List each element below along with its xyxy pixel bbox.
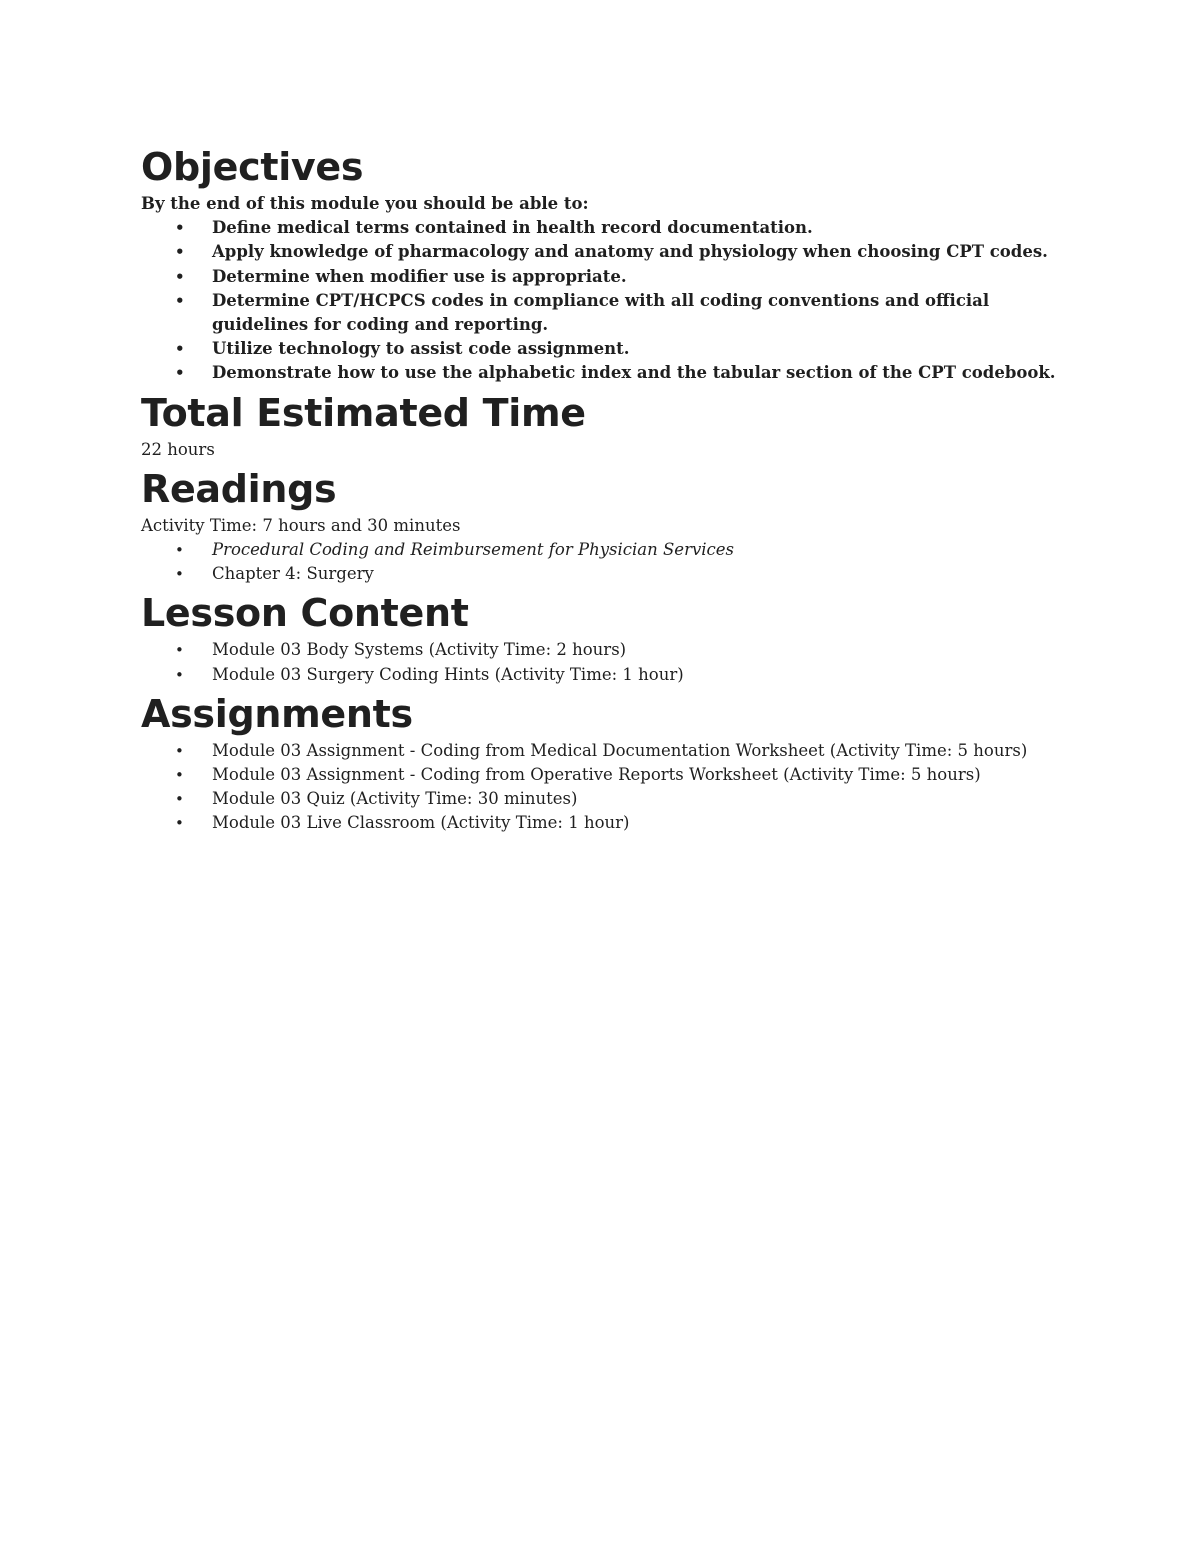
bullet-icon: •: [175, 741, 184, 760]
bullet-icon: •: [175, 541, 184, 560]
list-item: • Demonstrate how to use the alphabetic index and the tabular section of the CPT codebook.: [212, 361, 1061, 385]
objectives-list: [141, 216, 1061, 385]
lesson-content-list: [141, 638, 1061, 686]
list-item: • Module 03 Assignment - Coding from Operative Reports Worksheet (Activity Time: 5 hours): [212, 763, 1061, 787]
bullet-icon: •: [175, 219, 185, 238]
list-item: • Utilize technology to assist code assignment.: [212, 337, 1061, 361]
bullet-icon: •: [175, 665, 184, 684]
bullet-icon: •: [175, 565, 184, 584]
lesson-content-heading: Lesson Content: [141, 591, 469, 636]
list-item: • Module 03 Surgery Coding Hints (Activity Time: 1 hour): [212, 663, 1061, 687]
objectives-intro: By the end of this module you should be able to:: [141, 194, 589, 213]
list-item: • Determine CPT/HCPCS codes in compliance with all coding conventions and official guidelines for coding and reporting.: [175, 290, 990, 335]
bullet-icon: •: [175, 291, 185, 310]
list-item: • Define medical terms contained in health record documentation.: [212, 216, 1061, 240]
list-item: • Module 03 Assignment - Coding from Medical Documentation Worksheet (Activity Time: 5 hours): [212, 739, 1061, 763]
readings-activity-time: Activity Time: 7 hours and 30 minutes: [141, 515, 461, 535]
document-page: [141, 140, 1061, 836]
list-item: • Module 03 Live Classroom (Activity Time: 1 hour): [212, 811, 1061, 835]
bullet-icon: •: [175, 243, 185, 262]
list-item: • Module 03 Body Systems (Activity Time: 2 hours): [212, 638, 1061, 662]
total-time-heading: Total Estimated Time: [141, 390, 586, 435]
list-item: • Apply knowledge of pharmacology and anatomy and physiology when choosing CPT codes.: [212, 240, 1061, 264]
bullet-icon: •: [175, 766, 184, 785]
list-item: • Module 03 Quiz (Activity Time: 30 minutes): [212, 787, 1061, 811]
list-item: • Chapter 4: Surgery: [212, 562, 1061, 586]
bullet-icon: •: [175, 814, 184, 833]
assignments-list: [141, 739, 1061, 836]
bullet-icon: •: [175, 364, 185, 383]
list-item: • Determine when modifier use is appropriate.: [212, 265, 1061, 289]
list-item: • Procedural Coding and Reimbursement for Physician Services: [212, 538, 1061, 562]
total-time-value: 22 hours: [141, 439, 215, 459]
bullet-icon: •: [175, 267, 185, 286]
assignments-heading: Assignments: [141, 691, 413, 736]
bullet-icon: •: [175, 790, 184, 809]
bullet-icon: •: [175, 340, 185, 359]
objectives-heading: Objectives: [141, 145, 364, 189]
readings-list: [141, 538, 1061, 586]
bullet-icon: •: [175, 641, 184, 660]
readings-heading: Readings: [141, 466, 337, 511]
